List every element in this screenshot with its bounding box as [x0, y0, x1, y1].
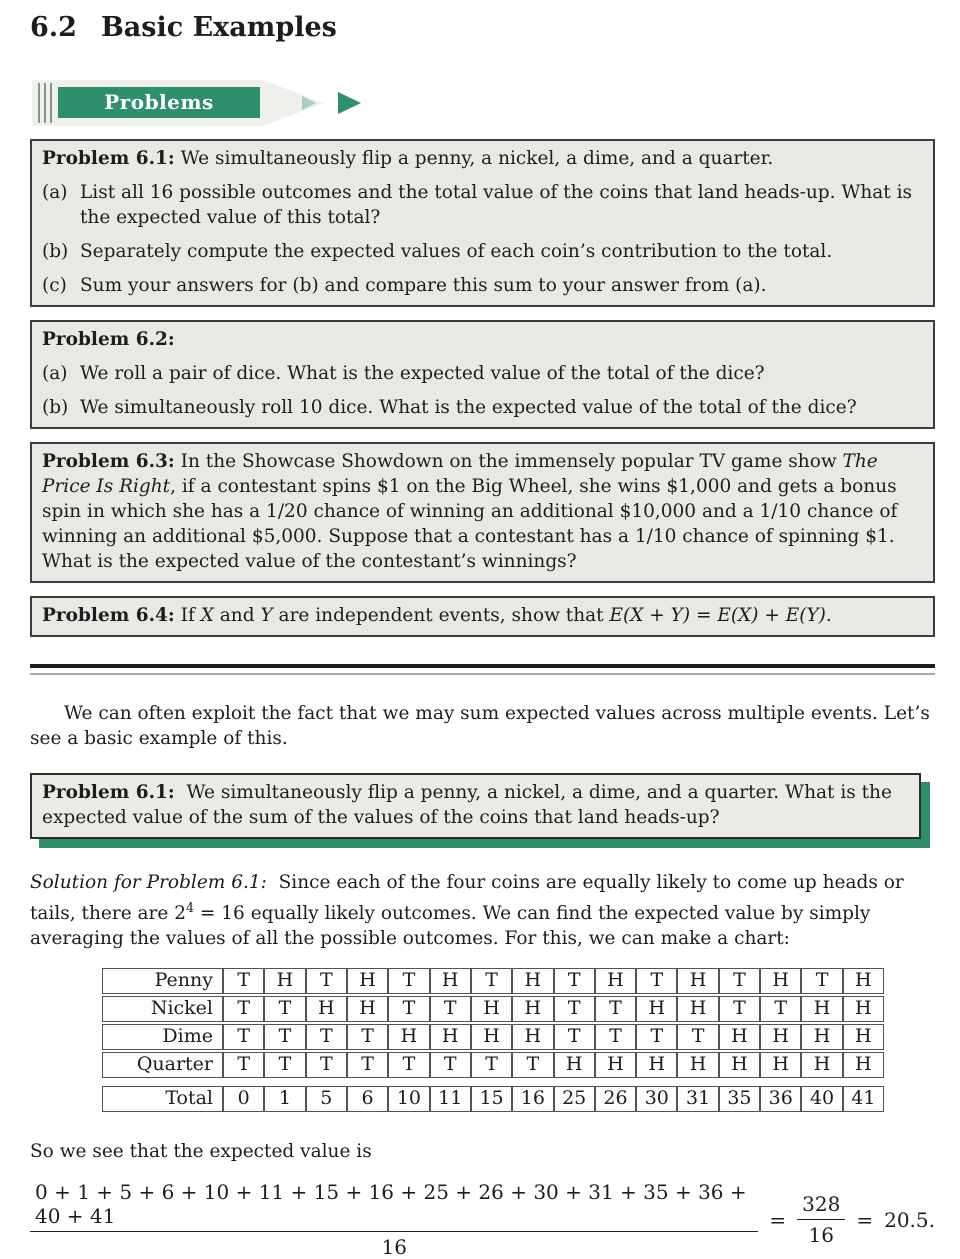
table-cell: H: [430, 968, 471, 994]
main-fraction: [30, 1180, 758, 1259]
table-cell: T: [595, 1024, 636, 1050]
coin-flip-table: [102, 966, 884, 1080]
table-cell: 5: [306, 1086, 347, 1112]
highlighted-problem-label: Problem 6.1:: [42, 782, 175, 803]
table-cell: T: [512, 1052, 553, 1078]
table-cell: H: [512, 996, 553, 1022]
highlighted-problem-box: [30, 773, 921, 839]
problem-6-2-intro: [42, 327, 923, 352]
section-number: 6.2: [30, 12, 77, 43]
section-heading: [30, 12, 935, 44]
table-cell: H: [719, 1052, 760, 1078]
table-cell: 30: [636, 1086, 677, 1112]
table-cell: T: [264, 1024, 305, 1050]
table-cell: 1: [264, 1086, 305, 1112]
table-cell: H: [677, 996, 718, 1022]
solution-lead: Solution for Problem 6.1:: [30, 872, 267, 893]
problem-6-3-label: Problem 6.3:: [42, 451, 175, 472]
table-cell: T: [677, 1024, 718, 1050]
pencil-stripes: [38, 83, 56, 123]
problem-6-4-seg: If: [180, 605, 201, 626]
problem-box-6-4: [30, 596, 935, 637]
problem-box-6-1: [30, 139, 935, 307]
table-cell: H: [306, 996, 347, 1022]
part-text: We simultaneously roll 10 dice. What is the expected value of the total of the dice?: [80, 397, 857, 418]
section-divider: [30, 664, 935, 675]
table-cell: H: [801, 996, 842, 1022]
problem-box-6-3: [30, 442, 935, 583]
total-row: [102, 1086, 884, 1112]
table-cell: T: [306, 1052, 347, 1078]
part-text: List all 16 possible outcomes and the total value of the coins that land heads-up. What is the expected value of this total?: [80, 182, 913, 228]
result-fraction: [797, 1192, 845, 1247]
table-cell: T: [801, 968, 842, 994]
table-cell: 40: [801, 1086, 842, 1112]
table-cell: 25: [554, 1086, 595, 1112]
math-var: X: [200, 605, 214, 626]
fraction-denominator: 16: [808, 1223, 834, 1248]
table-cell: H: [347, 996, 388, 1022]
table-cell: H: [677, 1052, 718, 1078]
problem-6-3-seg: In the Showcase Showdown on the immensely popular TV game show: [180, 451, 843, 472]
fraction-numerator: 328: [797, 1192, 845, 1220]
problems-banner-label: Problems: [104, 90, 214, 114]
problem-6-2-part-b: [42, 395, 923, 420]
table-cell: T: [223, 968, 264, 994]
problem-6-3-text: [42, 449, 923, 574]
solution-body: Since each of the four coins are equally likely to come up heads or tails, there are 2: [30, 872, 904, 925]
problem-6-1-label: Problem 6.1:: [42, 148, 175, 169]
problems-banner-band: [58, 87, 260, 118]
table-cell: H: [801, 1024, 842, 1050]
problem-6-1-part-c: [42, 273, 923, 298]
equals-sign: =: [769, 1207, 787, 1232]
table-cell: 6: [347, 1086, 388, 1112]
part-label: (b): [42, 397, 69, 418]
table-cell: T: [595, 996, 636, 1022]
table-cell: T: [471, 1052, 512, 1078]
table-cell: H: [636, 996, 677, 1022]
table-cell: T: [554, 996, 595, 1022]
part-text: Separately compute the expected values of each coin’s contribution to the total.: [80, 241, 833, 262]
table-row: [102, 968, 884, 994]
table-cell: T: [430, 996, 471, 1022]
table-cell: T: [719, 996, 760, 1022]
problem-6-4-label: Problem 6.4:: [42, 605, 175, 626]
row-label: Penny: [102, 968, 223, 994]
table-cell: T: [430, 1052, 471, 1078]
table-cell: T: [471, 968, 512, 994]
table-cell: 41: [843, 1086, 884, 1112]
table-cell: 0: [223, 1086, 264, 1112]
table-cell: H: [801, 1052, 842, 1078]
problems-banner: [30, 80, 370, 126]
table-cell: T: [388, 1052, 429, 1078]
problem-6-1-intro-text: We simultaneously flip a penny, a nickel, a dime, and a quarter.: [180, 148, 774, 169]
problem-6-3-show-title: The Price Is Right: [42, 451, 878, 497]
table-cell: T: [554, 968, 595, 994]
table-cell: H: [760, 968, 801, 994]
table-cell: H: [843, 968, 884, 994]
math-var: Y: [260, 605, 273, 626]
table-cell: H: [264, 968, 305, 994]
closing-line: So we see that the expected value is: [30, 1141, 372, 1163]
row-label: Nickel: [102, 996, 223, 1022]
expected-value-equation: [30, 1180, 935, 1259]
total-table: [102, 1084, 884, 1114]
problem-6-4-text: [42, 603, 923, 628]
intro-paragraph: We can often exploit the fact that we may sum expected values across multiple events. Let’s see a basic example of this.: [30, 703, 930, 749]
table-cell: 16: [512, 1086, 553, 1112]
arrow-right-icon: [338, 92, 361, 114]
table-row: [102, 996, 884, 1022]
table-cell: T: [223, 996, 264, 1022]
table-cell: H: [677, 968, 718, 994]
highlighted-problem-text: We simultaneously flip a penny, a nickel, a dime, and a quarter. What is the expected value of the sum of the values of the coins that land heads-up?: [42, 782, 892, 828]
row-label: Quarter: [102, 1052, 223, 1078]
table-cell: T: [223, 1024, 264, 1050]
table-cell: H: [471, 996, 512, 1022]
table-cell: 10: [388, 1086, 429, 1112]
table-cell: T: [554, 1024, 595, 1050]
row-label: Total: [102, 1086, 223, 1112]
problem-6-2-label: Problem 6.2:: [42, 329, 175, 350]
table-cell: H: [843, 1024, 884, 1050]
table-cell: H: [636, 1052, 677, 1078]
part-text: Sum your answers for (b) and compare this sum to your answer from (a).: [80, 275, 767, 296]
table-cell: 26: [595, 1086, 636, 1112]
problem-6-4-seg: are independent events, show that: [272, 605, 610, 626]
table-cell: T: [636, 968, 677, 994]
part-label: (a): [42, 363, 68, 384]
table-cell: H: [843, 996, 884, 1022]
exponent: 4: [186, 900, 195, 915]
table-cell: T: [306, 968, 347, 994]
table-cell: 15: [471, 1086, 512, 1112]
equals-sign: =: [856, 1207, 874, 1232]
row-label: Dime: [102, 1024, 223, 1050]
solution-paragraph: [30, 870, 935, 951]
table-cell: T: [347, 1024, 388, 1050]
problem-6-1-intro: [42, 146, 923, 171]
problem-6-1-part-a: [42, 180, 923, 230]
table-cell: T: [388, 996, 429, 1022]
table-cell: H: [347, 968, 388, 994]
table-cell: H: [760, 1052, 801, 1078]
table-cell: H: [843, 1052, 884, 1078]
table-cell: H: [512, 1024, 553, 1050]
problem-6-4-seg: .: [825, 605, 832, 626]
table-cell: H: [595, 1052, 636, 1078]
table-cell: H: [595, 968, 636, 994]
part-text: We roll a pair of dice. What is the expected value of the total of the dice?: [80, 363, 765, 384]
table-cell: H: [554, 1052, 595, 1078]
problem-box-6-2: [30, 320, 935, 429]
table-cell: H: [471, 1024, 512, 1050]
table-cell: H: [430, 1024, 471, 1050]
table-cell: 35: [719, 1086, 760, 1112]
problem-6-1-part-b: [42, 239, 923, 264]
outcomes-chart: [102, 966, 935, 1114]
pencil-tip-icon: [302, 96, 316, 110]
table-cell: 31: [677, 1086, 718, 1112]
solution-body: = 16 equally likely outcomes. We can find the expected value by simply averaging the values of all the possible outcomes. For this, we can make a chart:: [30, 903, 871, 950]
table-cell: T: [719, 968, 760, 994]
table-cell: H: [760, 1024, 801, 1050]
table-cell: 11: [430, 1086, 471, 1112]
problem-6-2-part-a: [42, 361, 923, 386]
table-cell: T: [760, 996, 801, 1022]
table-cell: 36: [760, 1086, 801, 1112]
table-cell: T: [264, 1052, 305, 1078]
fraction-numerator: 0 + 1 + 5 + 6 + 10 + 11 + 15 + 16 + 25 + 26 + 30 + 31 + 35 + 36 + 40 + 41: [30, 1180, 758, 1232]
section-title: Basic Examples: [100, 12, 337, 43]
problem-6-3-seg: , if a contestant spins $1 on the Big Wheel, she wins $1,000 and gets a bonus spin in which she has a 1/20 chance of winning an additional $10,000 and a 1/10 chance of winning an additional $5,000. Suppose that a contestant has a 1/10 chance of spinning $1. What is the expected value of the contestant’s winnings?: [42, 476, 898, 572]
table-cell: T: [636, 1024, 677, 1050]
equation-result: 20.5.: [884, 1207, 935, 1232]
part-label: (b): [42, 241, 69, 262]
problem-6-4-seg: and: [213, 605, 261, 626]
table-cell: T: [223, 1052, 264, 1078]
math-expression: E(X + Y) = E(X) + E(Y): [609, 605, 826, 626]
table-row: [102, 1052, 884, 1078]
table-cell: H: [512, 968, 553, 994]
table-cell: T: [264, 996, 305, 1022]
table-cell: T: [306, 1024, 347, 1050]
part-label: (c): [42, 275, 67, 296]
table-cell: H: [719, 1024, 760, 1050]
table-cell: T: [388, 968, 429, 994]
table-cell: T: [347, 1052, 388, 1078]
part-label: (a): [42, 182, 68, 203]
fraction-denominator: 16: [381, 1235, 407, 1259]
table-row: [102, 1024, 884, 1050]
table-cell: H: [388, 1024, 429, 1050]
